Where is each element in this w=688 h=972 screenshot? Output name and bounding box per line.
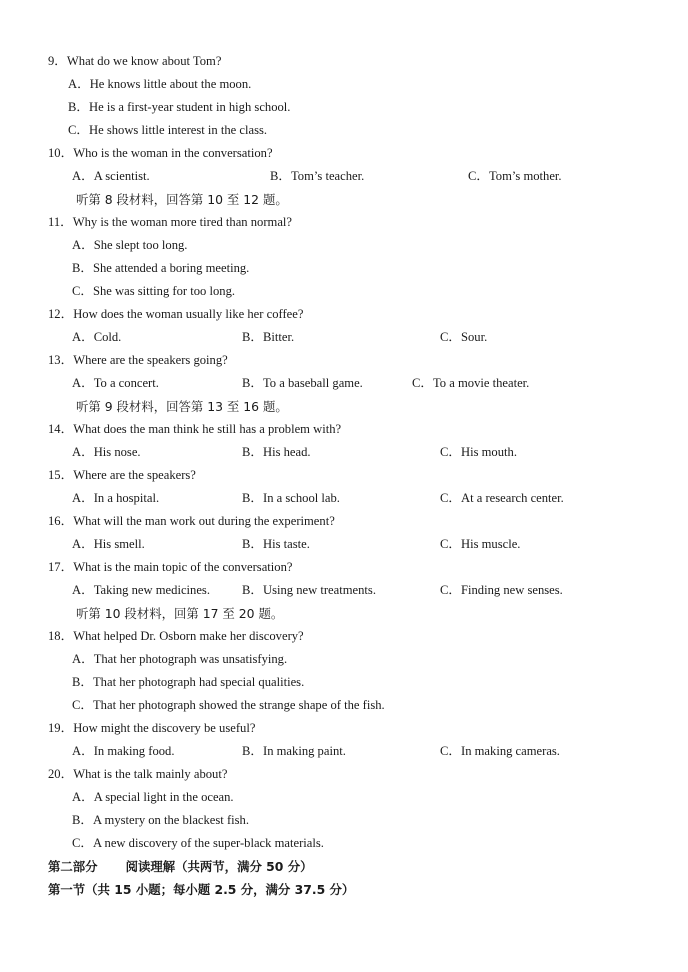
question-20-option-a: A．A special light in the ocean. <box>72 790 234 804</box>
part-2-title: 阅读理解（共两节，满分 50 分） <box>125 859 313 874</box>
question-15-option-b: B．In a school lab. <box>242 491 340 505</box>
question-13-options <box>0 372 688 395</box>
instruction-passage-9: 听第 9 段材料，回答第 13 至 16 题。 <box>76 399 288 414</box>
question-17-option-b: B．Using new treatments. <box>242 583 376 597</box>
question-13-option-c: C．To a movie theater. <box>412 376 530 390</box>
question-18-option-c: C．That her photograph showed the strange shape of the fish. <box>72 698 385 712</box>
question-14-option-c: C．His mouth. <box>440 445 517 459</box>
question-15-stem: 15．Where are the speakers? <box>48 468 196 482</box>
question-11-stem: 11．Why is the woman more tired than normal? <box>48 215 292 229</box>
question-10-option-c: C．Tom’s mother. <box>468 169 562 183</box>
question-16-option-b: B．His taste. <box>242 537 310 551</box>
question-17-stem: 17．What is the main topic of the conversation? <box>48 560 293 574</box>
question-14-stem: 14．What does the man think he still has a problem with? <box>48 422 342 436</box>
question-19-option-b: B．In making paint. <box>242 744 346 758</box>
question-19-stem: 19．How might the discovery be useful? <box>48 721 256 735</box>
instruction-passage-8: 听第 8 段材料，回答第 10 至 12 题。 <box>76 192 288 207</box>
question-10-stem: 10．Who is the woman in the conversation? <box>48 146 273 160</box>
question-10-option-a: A．A scientist. <box>72 169 150 183</box>
question-16-option-a: A．His smell. <box>72 537 145 551</box>
question-9-option-c: C．He shows little interest in the class. <box>68 123 268 137</box>
question-19-options <box>0 740 688 763</box>
question-10-option-b: B．Tom’s teacher. <box>270 169 365 183</box>
question-14-option-b: B．His head. <box>242 445 311 459</box>
question-20-option-c: C．A new discovery of the super-black materials. <box>72 836 324 850</box>
question-12-option-b: B．Bitter. <box>242 330 295 344</box>
question-9-option-a: A．He knows little about the moon. <box>68 77 252 91</box>
section-1-heading: 第一节（共 15 小题；每小题 2.5 分，满分 37.5 分） <box>48 882 355 897</box>
question-18-stem: 18．What helped Dr. Osborn make her discovery? <box>48 629 304 643</box>
question-13-option-b: B．To a baseball game. <box>242 376 363 390</box>
question-15-option-c: C．At a research center. <box>440 491 564 505</box>
question-13-option-a: A．To a concert. <box>72 376 159 390</box>
question-15-options <box>0 487 688 510</box>
part-2-label: 第二部分 <box>48 859 98 874</box>
question-17-options <box>0 579 688 602</box>
question-14-option-a: A．His nose. <box>72 445 141 459</box>
question-16-option-c: C．His muscle. <box>440 537 521 551</box>
part-2-heading <box>0 855 688 878</box>
question-11-option-c: C．She was sitting for too long. <box>72 284 236 298</box>
question-11-option-b: B．She attended a boring meeting. <box>72 261 250 275</box>
question-16-options <box>0 533 688 556</box>
question-17-option-a: A．Taking new medicines. <box>72 583 210 597</box>
question-20-option-b: B．A mystery on the blackest fish. <box>72 813 249 827</box>
question-12-option-a: A．Cold. <box>72 330 122 344</box>
exam-page <box>0 50 688 901</box>
question-12-option-c: C．Sour. <box>440 330 488 344</box>
question-16-stem: 16．What will the man work out during the experiment? <box>48 514 335 528</box>
question-17-option-c: C．Finding new senses. <box>440 583 563 597</box>
question-10-options <box>0 165 688 188</box>
question-12-options <box>0 326 688 349</box>
question-9-stem: 9．What do we know about Tom? <box>48 54 222 68</box>
question-19-option-a: A．In making food. <box>72 744 175 758</box>
instruction-passage-10: 听第 10 段材料，回第 17 至 20 题。 <box>76 606 284 621</box>
question-13-stem: 13．Where are the speakers going? <box>48 353 228 367</box>
question-14-options <box>0 441 688 464</box>
question-18-option-a: A．That her photograph was unsatisfying. <box>72 652 288 666</box>
question-20-stem: 20．What is the talk mainly about? <box>48 767 228 781</box>
question-15-option-a: A．In a hospital. <box>72 491 160 505</box>
question-19-option-c: C．In making cameras. <box>440 744 560 758</box>
question-9-option-b: B．He is a first-year student in high school. <box>68 100 291 114</box>
question-11-option-a: A．She slept too long. <box>72 238 188 252</box>
question-18-option-b: B．That her photograph had special qualities. <box>72 675 305 689</box>
question-12-stem: 12．How does the woman usually like her coffee? <box>48 307 304 321</box>
